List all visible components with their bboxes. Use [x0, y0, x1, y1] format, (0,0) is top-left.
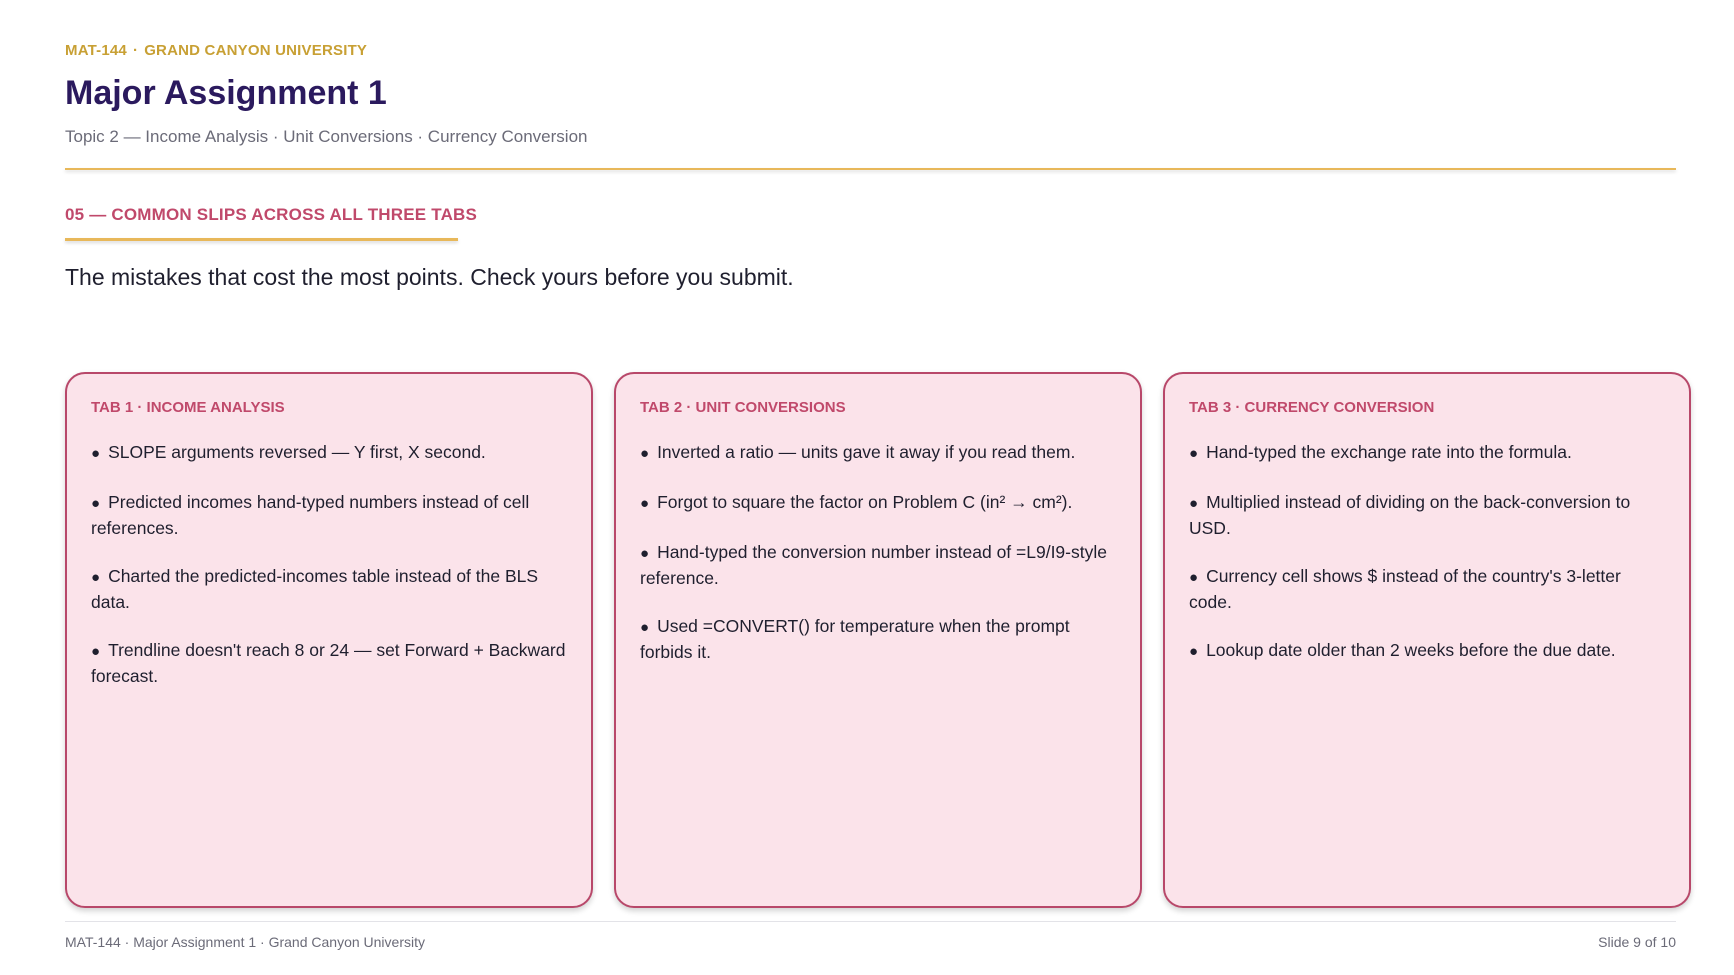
- bullet-icon: ●: [640, 545, 650, 562]
- footer-course-info: MAT-144 · Major Assignment 1 · Grand Canyon University: [65, 934, 425, 950]
- bullet-icon: ●: [640, 445, 650, 462]
- bullet-icon: ●: [1189, 643, 1199, 660]
- slide-counter: Slide 9 of 10: [1598, 934, 1676, 950]
- kicker-separator: ·: [132, 42, 139, 59]
- slip-text: Currency cell shows $ instead of the country's 3-letter code.: [1189, 566, 1621, 612]
- card-tab-2: [614, 372, 1142, 908]
- slip-text: SLOPE arguments reversed — Y first, X second.: [108, 442, 486, 462]
- bullet-icon: ●: [91, 445, 101, 462]
- slip-item: [1189, 490, 1665, 540]
- slip-text: Charted the predicted-incomes table instead of the BLS data.: [91, 566, 539, 612]
- slip-text: Used =CONVERT() for temperature when the prompt forbids it.: [640, 616, 1070, 662]
- slip-item: [1189, 638, 1665, 664]
- course-code: MAT-144: [65, 42, 127, 59]
- slip-text: Inverted a ratio — units gave it away if you read them.: [657, 442, 1076, 462]
- slip-item: [91, 490, 567, 540]
- slip-text: Hand-typed the exchange rate into the formula.: [1206, 442, 1572, 462]
- bullet-icon: ●: [91, 643, 101, 660]
- bullet-icon: ●: [91, 569, 101, 586]
- slip-item: [91, 564, 567, 614]
- page-title: Major Assignment 1: [65, 74, 387, 112]
- section-underline: [65, 238, 458, 241]
- footer-divider: [65, 921, 1676, 922]
- slip-list: [91, 440, 567, 688]
- slip-item: [640, 540, 1116, 590]
- university-name: GRAND CANYON UNIVERSITY: [144, 42, 368, 59]
- card-title: TAB 1 · INCOME ANALYSIS: [91, 399, 285, 416]
- bullet-icon: ●: [1189, 495, 1199, 512]
- slip-item: [91, 638, 567, 688]
- course-kicker: [65, 42, 367, 59]
- card-title: TAB 2 · UNIT CONVERSIONS: [640, 399, 846, 416]
- bullet-icon: ●: [91, 495, 101, 512]
- slip-item: [640, 490, 1116, 516]
- card-title: TAB 3 · CURRENCY CONVERSION: [1189, 399, 1435, 416]
- bullet-icon: ●: [640, 619, 650, 636]
- slip-text: Lookup date older than 2 weeks before the due date.: [1206, 640, 1616, 660]
- bullet-icon: ●: [640, 495, 650, 512]
- slip-list: [1189, 440, 1665, 664]
- slip-text: Predicted incomes hand-typed numbers instead of cell references.: [91, 492, 530, 538]
- card-tab-3: [1163, 372, 1691, 908]
- header-divider: [65, 168, 1676, 170]
- page-subtitle: Topic 2 — Income Analysis · Unit Conversions · Currency Conversion: [65, 127, 588, 146]
- section-lead: The mistakes that cost the most points. Check yours before you submit.: [65, 264, 794, 290]
- slip-item: [1189, 440, 1665, 466]
- slip-text: Forgot to square the factor on Problem C (in² → cm²).: [657, 492, 1073, 512]
- slip-list: [640, 440, 1116, 664]
- card-tab-1: [65, 372, 593, 908]
- slip-text: Hand-typed the conversion number instead of =L9/I9-style reference.: [640, 542, 1107, 588]
- slip-text: Multiplied instead of dividing on the back-conversion to USD.: [1189, 492, 1631, 538]
- slip-item: [640, 440, 1116, 466]
- slip-item: [1189, 564, 1665, 614]
- bullet-icon: ●: [1189, 445, 1199, 462]
- section-label: 05 — COMMON SLIPS ACROSS ALL THREE TABS: [65, 205, 478, 224]
- slip-text: Trendline doesn't reach 8 or 24 — set Forward + Backward forecast.: [91, 640, 566, 686]
- slip-item: [640, 614, 1116, 664]
- slip-item: [91, 440, 567, 466]
- bullet-icon: ●: [1189, 569, 1199, 586]
